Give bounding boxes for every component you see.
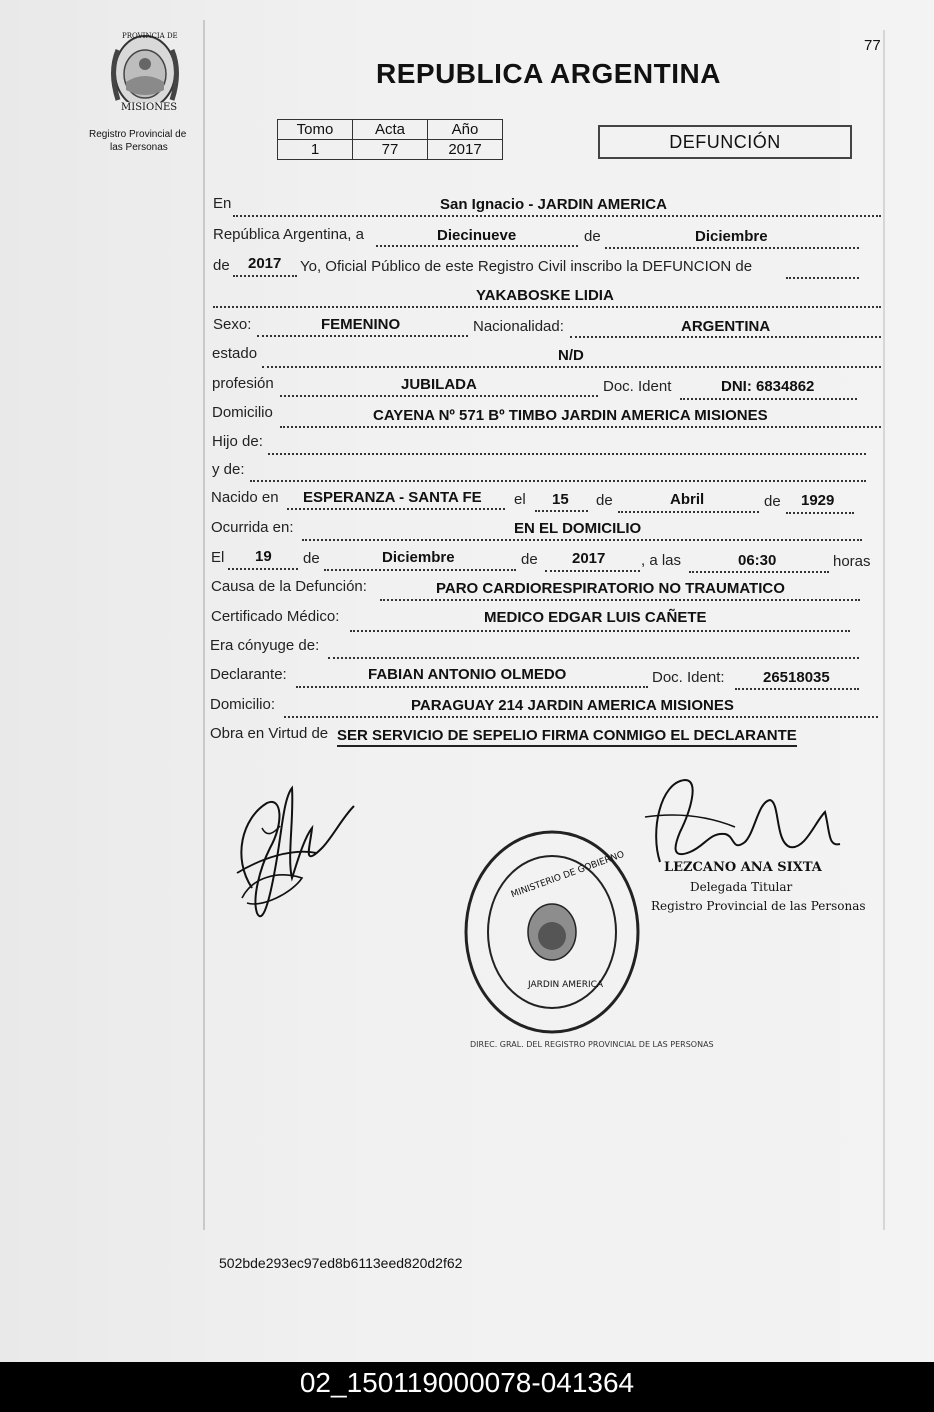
dotted-line <box>268 453 866 455</box>
label-estado: estado <box>212 345 258 362</box>
label-nacionalidad: Nacionalidad: <box>473 318 564 335</box>
dotted-line <box>535 510 588 512</box>
field-by-virtue: SER SERVICIO DE SEPELIO FIRMA CONMIGO EL DECLARANTE <box>337 727 797 747</box>
dotted-line <box>257 335 468 337</box>
label-nacido: Nacido en <box>211 489 279 506</box>
dotted-line <box>324 569 516 571</box>
page-title: REPUBLICA ARGENTINA <box>376 58 721 89</box>
label-doc-ident-declarant: Doc. Ident: <box>652 669 725 686</box>
dotted-line <box>680 398 857 400</box>
dotted-line <box>545 570 640 572</box>
dotted-line <box>228 568 298 570</box>
label-declarante: Declarante: <box>210 666 287 683</box>
field-place: San Ignacio - JARDIN AMERICA <box>440 196 667 213</box>
label-horas: horas <box>833 553 871 570</box>
dotted-line <box>350 630 850 632</box>
field-declarant-doc: 26518035 <box>763 669 830 686</box>
label-de: de <box>584 228 601 245</box>
label-doc-ident: Doc. Ident <box>603 378 672 395</box>
dotted-line <box>302 539 862 541</box>
dotted-line <box>376 245 578 247</box>
field-death-day: 19 <box>255 548 272 565</box>
dotted-line <box>296 686 648 688</box>
registry-name-line2: las Personas <box>110 142 168 153</box>
right-margin-line <box>883 30 885 1230</box>
emblem-text-bottom: MISIONES <box>121 102 178 113</box>
tomo-value: 1 <box>278 140 353 160</box>
dotted-line <box>262 366 881 368</box>
dotted-line <box>213 306 881 308</box>
field-doctor: MEDICO EDGAR LUIS CAÑETE <box>484 609 707 626</box>
seal-inner-text: MINISTERIO DE GOBIERNO <box>509 849 626 901</box>
field-death-year: 2017 <box>572 550 606 567</box>
official-office: Registro Provincial de las Personas <box>651 899 866 913</box>
field-death-time: 06:30 <box>738 552 777 569</box>
label-domicilio-declarant: Domicilio: <box>210 696 276 713</box>
label-de-birth-month: de <box>596 492 613 509</box>
dotted-line <box>786 277 859 279</box>
label-profesion: profesión <box>212 375 274 392</box>
registry-name-line1: Registro Provincial de <box>89 129 187 140</box>
field-birth-month: Abril <box>670 491 705 508</box>
field-month: Diciembre <box>695 228 768 245</box>
label-republica: República Argentina, a <box>213 226 364 243</box>
acta-value: 77 <box>353 140 428 160</box>
field-declarant: FABIAN ANTONIO OLMEDO <box>368 666 567 683</box>
anio-value: 2017 <box>428 140 503 160</box>
field-cause: PARO CARDIORESPIRATORIO NO TRAUMATICO <box>436 580 785 597</box>
dotted-line <box>233 275 297 277</box>
label-de-birth-year: de <box>764 493 781 510</box>
dotted-line <box>786 512 854 514</box>
label-en: En <box>213 195 232 212</box>
label-el: el <box>514 491 526 508</box>
official-signature <box>640 772 850 872</box>
page-number: 77 <box>864 37 881 54</box>
field-sex: FEMENINO <box>321 316 401 333</box>
label-de-death-month: de <box>303 550 320 567</box>
official-role: Delegada Titular <box>690 880 793 894</box>
dotted-line <box>689 571 829 573</box>
label-obra: Obra en Virtud de <box>210 725 329 742</box>
field-birth-year: 1929 <box>801 492 835 509</box>
seal-bottom-text: JARDIN AMERICA <box>528 980 604 990</box>
dotted-line <box>570 336 881 338</box>
label-hijo: Hijo de: <box>212 433 263 450</box>
label-de-death-year: de <box>521 551 538 568</box>
footer-id-bar <box>0 1362 934 1412</box>
field-birth-day: 15 <box>552 491 569 508</box>
footer-id: 02_150119000078-041364 <box>299 1367 635 1398</box>
dotted-line <box>284 716 878 718</box>
label-de-year: de <box>213 257 230 274</box>
field-dni: DNI: 6834862 <box>721 378 815 395</box>
field-deceased-name: YAKABOSKE LIDIA <box>476 287 614 304</box>
field-civil-status: N/D <box>558 347 584 364</box>
book-table <box>277 119 503 160</box>
field-death-place: EN EL DOMICILIO <box>514 520 642 537</box>
label-causa: Causa de la Defunción: <box>211 578 367 595</box>
label-certificado: Certificado Médico: <box>211 608 340 625</box>
declarant-signature <box>222 778 362 938</box>
dotted-line <box>328 657 859 659</box>
dotted-line <box>233 215 881 217</box>
dotted-line <box>380 599 860 601</box>
dotted-line <box>618 511 759 513</box>
seal-outer-label: DIREC. GRAL. DEL REGISTRO PROVINCIAL DE LAS PERSONAS <box>470 1040 714 1049</box>
field-birth-place: ESPERANZA - SANTA FE <box>303 489 482 506</box>
label-el-cap: El <box>211 549 225 566</box>
official-name: LEZCANO ANA SIXTA <box>664 860 822 875</box>
label-y-de: y de: <box>212 461 245 478</box>
field-address: CAYENA Nº 571 Bº TIMBO JARDIN AMERICA MISIONES <box>373 407 768 424</box>
dotted-line <box>605 247 859 249</box>
label-yo: Yo, Oficial Público de este Registro Civil inscribo la DEFUNCION de <box>300 258 753 275</box>
field-nationality: ARGENTINA <box>681 318 771 335</box>
province-emblem <box>104 30 186 116</box>
dotted-line <box>280 426 881 428</box>
emblem-text-top: PROVINCIA DE <box>122 32 178 40</box>
document-hash: 502bde293ec97ed8b6113eed820d2f62 <box>219 1255 463 1271</box>
document-type-box: DEFUNCIÓN <box>598 125 852 159</box>
field-day-words: Diecinueve <box>437 227 517 244</box>
anio-header: Año <box>428 120 503 140</box>
label-domicilio: Domicilio <box>212 404 273 421</box>
dotted-line <box>287 508 505 510</box>
tomo-header: Tomo <box>278 120 353 140</box>
label-a-las: , a las <box>641 552 682 569</box>
label-conyuge: Era cónyuge de: <box>210 637 320 654</box>
left-margin-line <box>203 20 205 1230</box>
dotted-line <box>250 480 866 482</box>
field-declarant-address: PARAGUAY 214 JARDIN AMERICA MISIONES <box>411 697 734 714</box>
acta-header: Acta <box>353 120 428 140</box>
dotted-line <box>735 688 859 690</box>
label-ocurrida: Ocurrida en: <box>211 519 294 536</box>
label-sexo: Sexo: <box>213 316 252 333</box>
field-profession: JUBILADA <box>401 376 477 393</box>
dotted-line <box>280 395 598 397</box>
field-year: 2017 <box>248 255 282 272</box>
field-death-month: Diciembre <box>382 549 455 566</box>
